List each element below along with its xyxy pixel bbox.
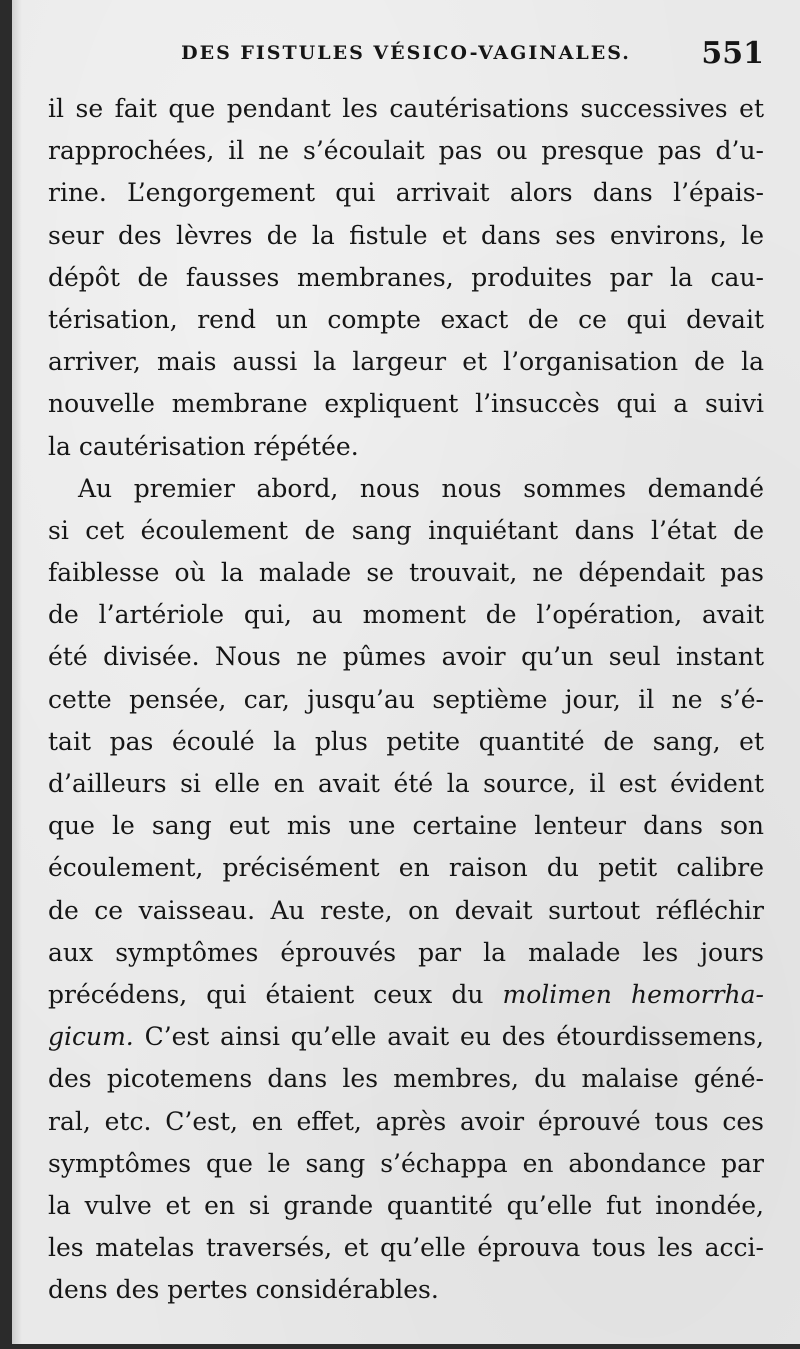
text-segment: précédens, qui étaient ceux du — [48, 979, 484, 1009]
text-line: ral, etc. C’est, en effet, après avoir éprouvé tous ces — [48, 1106, 764, 1136]
text-line: la cautérisation répétée. — [48, 431, 359, 461]
text-line: dens des pertes considérables. — [48, 1275, 439, 1305]
running-title: DES FISTULES VÉSICO-VAGINALES. — [181, 42, 631, 64]
page-edge-shadow — [12, 0, 22, 1344]
text-line: tait pas écoulé la plus petite quantité de sang, et — [48, 726, 764, 756]
italic-term: molimen hemorrha- — [502, 979, 764, 1009]
text-line: rine. L’engorgement qui arrivait alors dans l’épais- — [48, 178, 764, 208]
text-line: des picotemens dans les membres, du malaise géné- — [48, 1064, 764, 1094]
text-line: il se fait que pendant les cautérisations successives et — [48, 94, 764, 123]
text-line: nouvelle membrane expliquent l’insuccès qui a suivi — [48, 389, 764, 419]
text-line: de l’artériole qui, au moment de l’opération, avait — [48, 600, 764, 630]
text-line: rapprochées, il ne s’écoulait pas ou presque pas d’u- — [48, 136, 764, 166]
text-line-with-italic — [48, 974, 764, 1016]
text-line-with-italic — [48, 1016, 764, 1058]
paragraph-start-line: Au premier abord, nous nous sommes demandé — [78, 473, 764, 503]
text-line: de ce vaisseau. Au reste, on devait surtout réfléchir — [48, 895, 764, 925]
italic-term: gicum. — [48, 1022, 134, 1052]
running-head — [48, 36, 764, 70]
text-line: été divisée. Nous ne pûmes avoir qu’un seul instant — [48, 642, 764, 672]
text-line: symptômes que le sang s’échappa en abondance par — [48, 1148, 764, 1178]
text-line: si cet écoulement de sang inquiétant dans l’état de — [48, 515, 764, 545]
text-line: faiblesse où la malade se trouvait, ne dépendait pas — [48, 558, 764, 588]
text-line: arriver, mais aussi la largeur et l’organisation de la — [48, 347, 764, 377]
text-line: dépôt de fausses membranes, produites par la cau- — [48, 262, 764, 292]
text-line: que le sang eut mis une certaine lenteur dans son — [48, 811, 764, 841]
book-page — [12, 0, 800, 1344]
text-segment: C’est ainsi qu’elle avait eu des étourdissemens, — [144, 1022, 764, 1052]
text-line: cette pensée, car, jusqu’au septième jour, il ne s’é- — [48, 684, 764, 714]
body-text — [48, 88, 764, 1311]
page-number: 551 — [701, 36, 764, 71]
text-line: la vulve et en si grande quantité qu’elle fut inondée, — [48, 1190, 764, 1220]
text-line: aux symptômes éprouvés par la malade les jours — [48, 937, 764, 967]
text-line: écoulement, précisément en raison du petit calibre — [48, 853, 764, 883]
text-line: les matelas traversés, et qu’elle éprouva tous les acci- — [48, 1233, 764, 1263]
text-line: d’ailleurs si elle en avait été la source, il est évident — [48, 769, 764, 798]
text-line: seur des lèvres de la fistule et dans ses environs, le — [48, 220, 764, 250]
text-line: térisation, rend un compte exact de ce qui devait — [48, 304, 764, 334]
